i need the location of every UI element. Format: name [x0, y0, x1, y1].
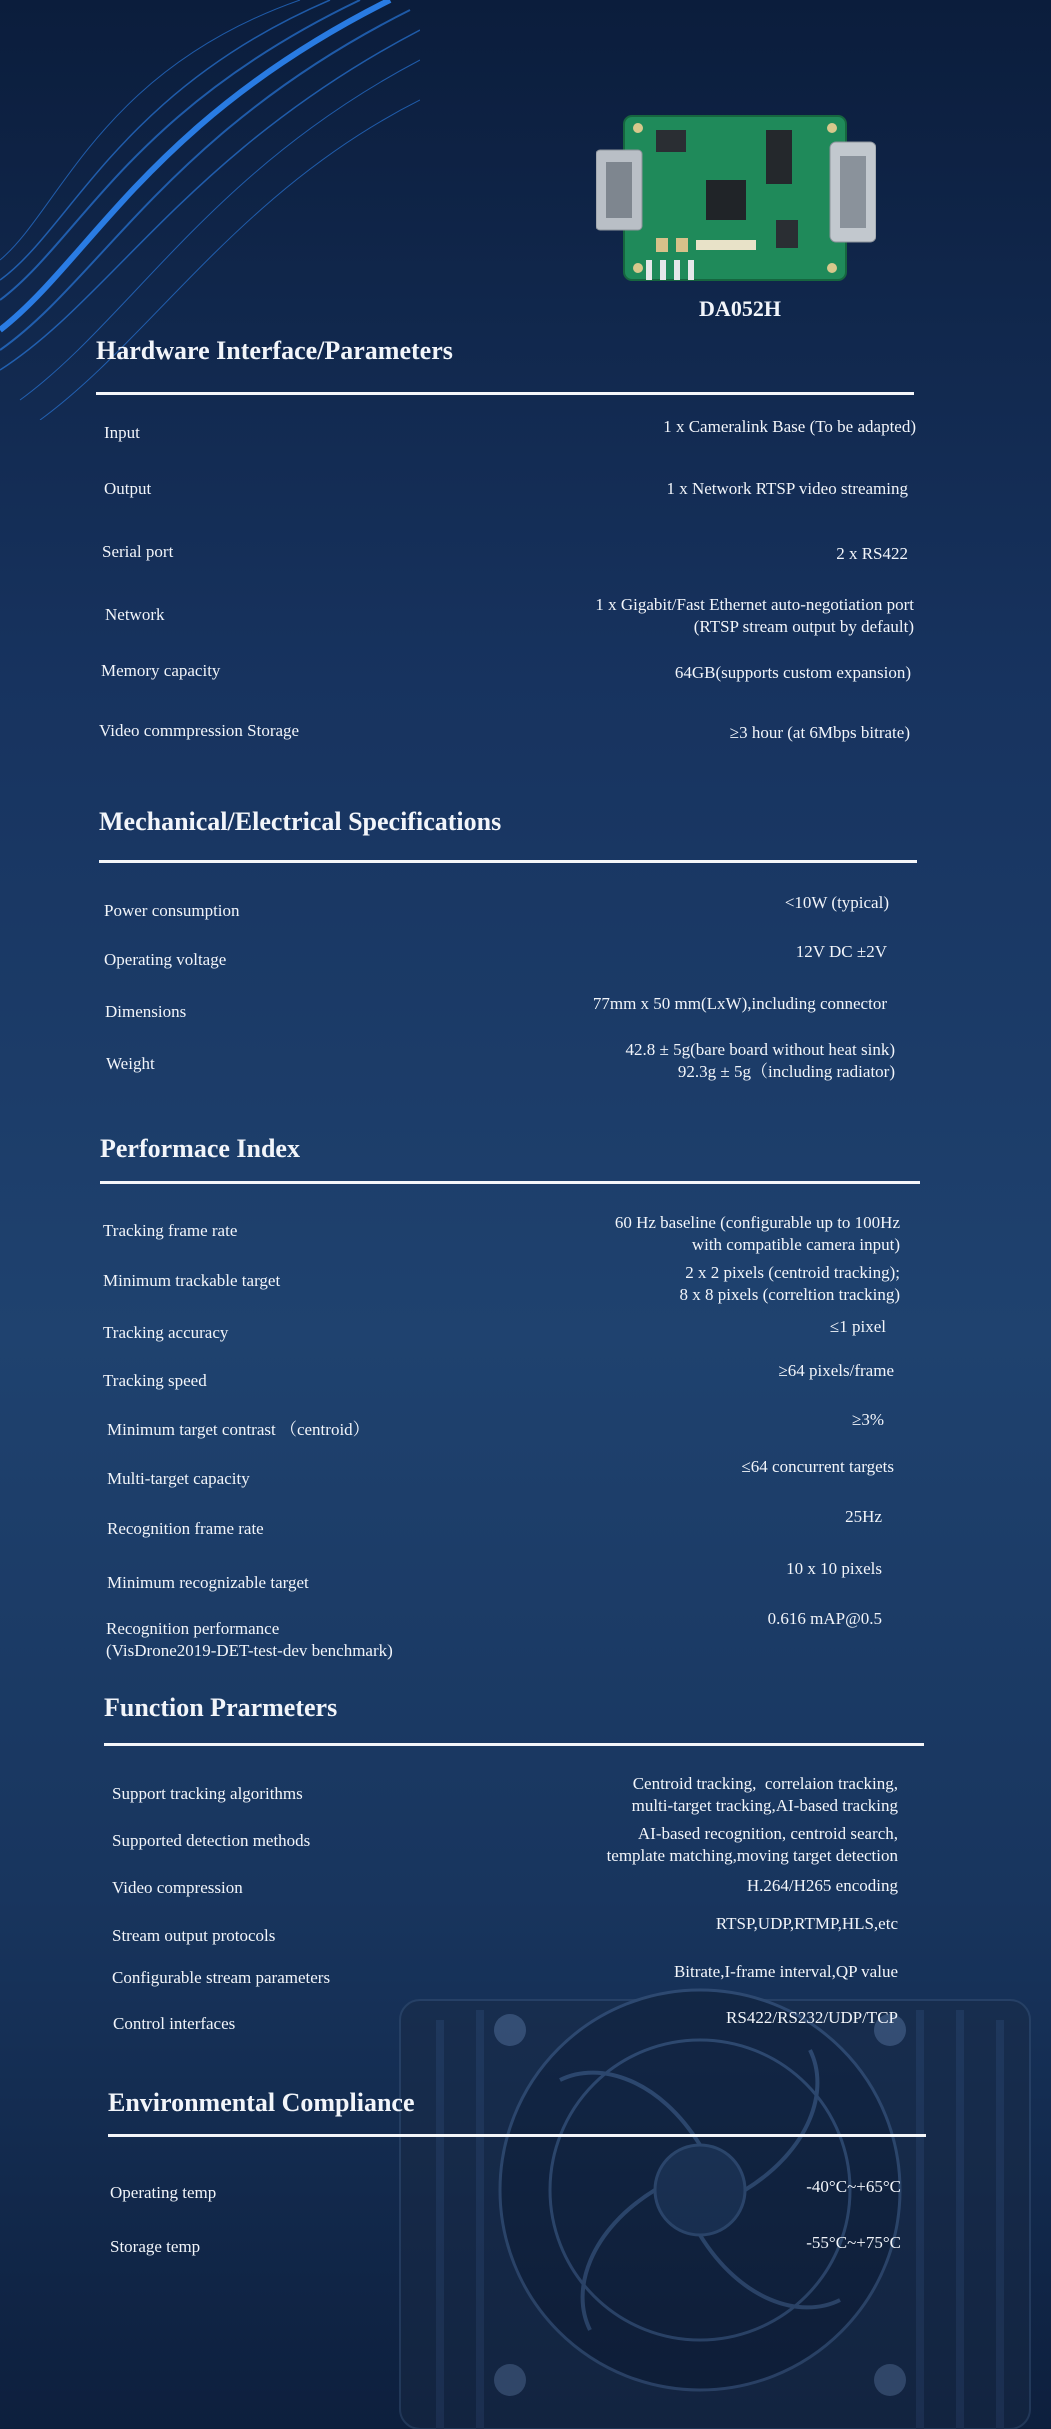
spec-label: Stream output protocols [112, 1926, 276, 1945]
spec-label: Tracking accuracy [103, 1323, 229, 1342]
spec-value: 1 x Cameralink Base (To be adapted) [663, 417, 916, 436]
spec-value: <10W (typical) [784, 893, 889, 912]
spec-value: 10 x 10 pixels [786, 1559, 882, 1578]
section-divider [99, 860, 917, 863]
spec-label: Operating voltage [104, 950, 227, 969]
spec-value: 42.8 ± 5g(bare board without heat sink) 92.3g ± 5g（including radiator) [625, 1040, 895, 1081]
spec-value: Bitrate,I-frame interval,QP value [673, 1962, 898, 1981]
spec-label: Tracking speed [103, 1371, 207, 1390]
spec-value: 77mm x 50 mm(LxW),including connector [592, 994, 887, 1013]
section-title: Function Prarmeters [104, 1693, 338, 1722]
spec-label: Input [104, 423, 140, 442]
section-divider [96, 392, 914, 395]
spec-value: 25Hz [845, 1507, 882, 1526]
spec-label: Minimum trackable target [103, 1271, 281, 1290]
section-function-parameters [104, 1693, 924, 2043]
spec-value: 2 x RS422 [836, 544, 908, 563]
section-mechanical-electrical [99, 807, 917, 1097]
spec-value: 12V DC ±2V [795, 942, 887, 961]
spec-label: Video commpression Storage [99, 721, 300, 740]
spec-label: Configurable stream parameters [112, 1968, 331, 1987]
circuit-board-image [596, 110, 876, 285]
section-divider [100, 1181, 920, 1184]
spec-value: RTSP,UDP,RTMP,HLS,etc [715, 1914, 898, 1933]
spec-value: H.264/H265 encoding [746, 1876, 898, 1895]
spec-value: RS422/RS232/UDP/TCP [726, 2008, 898, 2027]
spec-label: Serial port [102, 542, 174, 561]
spec-label: Control interfaces [113, 2014, 236, 2033]
spec-label: Minimum target contrast （centroid） [107, 1420, 370, 1439]
spec-value: 0.616 mAP@0.5 [767, 1609, 882, 1628]
spec-value: 60 Hz baseline (configurable up to 100Hz with compatible camera input) [614, 1213, 900, 1254]
spec-value: 2 x 2 pixels (centroid tracking); 8 x 8 pixels (correltion tracking) [679, 1263, 900, 1304]
spec-label: Power consumption [104, 901, 240, 920]
spec-value: ≥3 hour (at 6Mbps bitrate) [729, 723, 910, 742]
spec-label: Recognition performance (VisDrone2019-DET-test-dev benchmark) [106, 1619, 393, 1660]
section-title: Mechanical/Electrical Specifications [99, 807, 502, 836]
spec-label: Output [104, 479, 152, 498]
spec-label: Weight [106, 1054, 155, 1073]
product-name: DA052H [699, 296, 781, 321]
spec-value: Centroid tracking, correlaion tracking, multi-target tracking,AI-based tracking [631, 1774, 898, 1815]
spec-label: Multi-target capacity [107, 1469, 250, 1488]
section-title: Performace Index [100, 1134, 300, 1163]
spec-value: ≤64 concurrent targets [741, 1457, 894, 1476]
spec-label: Recognition frame rate [107, 1519, 264, 1538]
section-title: Environmental Compliance [108, 2088, 415, 2117]
section-title: Hardware Interface/Parameters [96, 336, 453, 365]
section-environmental-compliance [108, 2088, 928, 2268]
section-hardware-interface [96, 336, 916, 742]
spec-value: ≤1 pixel [829, 1317, 886, 1336]
spec-value: -55°C~+75°C [806, 2233, 901, 2252]
spec-label: Tracking frame rate [103, 1221, 238, 1240]
spec-value: -40°C~+65°C [806, 2177, 901, 2196]
spec-label: Storage temp [110, 2237, 201, 2256]
spec-label: Memory capacity [101, 661, 221, 680]
spec-value: 64GB(supports custom expansion) [674, 663, 911, 682]
spec-label: Supported detection methods [112, 1831, 311, 1850]
spec-label: Video compression [112, 1878, 243, 1897]
spec-label: Operating temp [110, 2183, 217, 2202]
section-divider [108, 2134, 926, 2137]
section-performance-index [100, 1134, 920, 1660]
spec-value: 1 x Gigabit/Fast Ethernet auto-negotiation port (RTSP stream output by default) [595, 595, 914, 636]
spec-label: Network [105, 605, 165, 624]
spec-label: Minimum recognizable target [107, 1573, 309, 1592]
spec-label: Support tracking algorithms [112, 1784, 303, 1803]
section-divider [104, 1743, 924, 1746]
spec-value: ≥3% [852, 1410, 884, 1429]
spec-value: 1 x Network RTSP video streaming [666, 479, 908, 498]
spec-value: ≥64 pixels/frame [778, 1361, 894, 1380]
spec-value: AI-based recognition, centroid search, template matching,moving target detection [606, 1824, 898, 1865]
spec-label: Dimensions [105, 1002, 187, 1021]
